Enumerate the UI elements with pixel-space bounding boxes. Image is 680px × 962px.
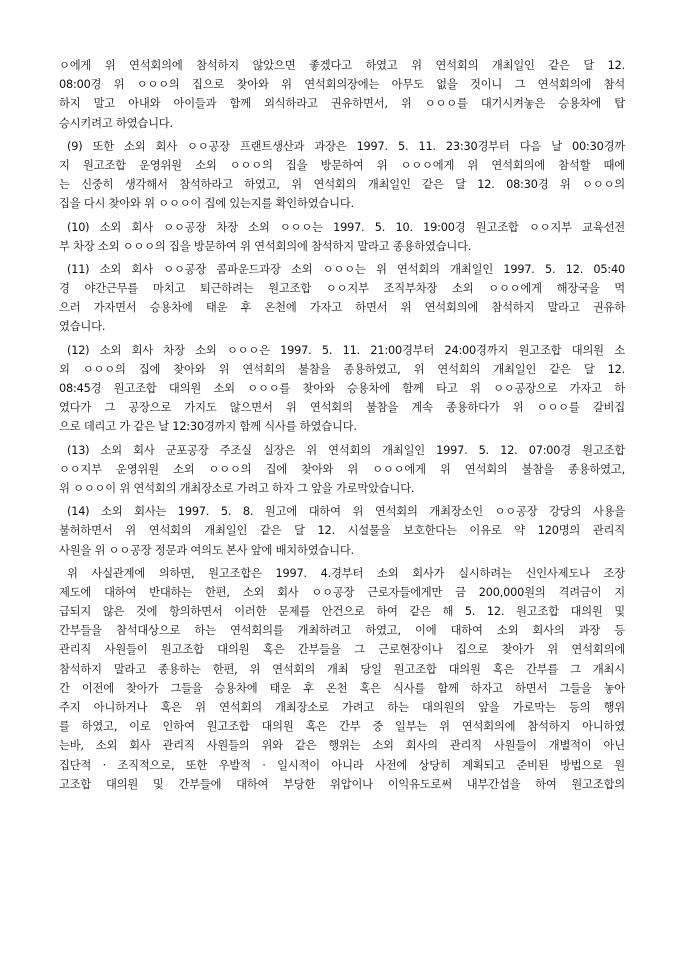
text-line: (11) 소외 회사 ㅇㅇ공장 콤파운드과장 소외 ㅇㅇㅇ는 위 연석회의 개최일인 1997. 5. 12. 05:40 bbox=[67, 262, 625, 276]
text-line: 08:45경 원고조합 대의원 소외 ㅇㅇㅇ를 찾아와 승용차에 함께 타고 위 ㅇㅇ공장으로 가자고 하 bbox=[59, 382, 625, 395]
text-line: 는바, 소외 회사 관리직 사원들의 위와 같은 행위는 소외 회사의 관리직 사원들이 개별적이 아닌 bbox=[59, 739, 625, 753]
text-line: 승시키려고 하였습니다. bbox=[59, 116, 173, 130]
paragraph-item-11 bbox=[59, 260, 625, 337]
text-line: 위 사실관계에 의하면, 원고조합은 1997. 4.경부터 소외 회사가 실시하려는 신인사제도나 조장 bbox=[67, 566, 625, 580]
text-line: 외 ㅇㅇㅇ의 집에 찾아와 위 연석회의 불참을 종용하였고, 위 연석회의 개최일인 같은 달 12. bbox=[59, 362, 625, 376]
paragraph-item-9 bbox=[59, 137, 625, 214]
text-line: 간 이전에 찾아가 그들을 승용차에 태운 후 온천 혹은 식사를 함께 하자고 하면서 그들을 놓아 bbox=[59, 681, 625, 695]
text-line: 였다가 그 공장으로 가지도 않으면서 위 연석회의 불참을 계속 종용하다가 위 ㅇㅇㅇ를 갈비집 bbox=[59, 401, 625, 415]
text-line: ㅇ에게 위 연석회의에 참석하지 않았으면 좋겠다고 하였고 위 연석회의 개최일인 같은 달 12. bbox=[59, 59, 625, 72]
text-line: 간부들을 참석대상으로 하는 연석회의를 개최하려고 하였고, 이에 대하여 소외 회사의 과장 등 bbox=[59, 624, 625, 638]
paragraph-item-13 bbox=[59, 441, 625, 499]
text-line: 였습니다. bbox=[59, 320, 106, 334]
text-line: 관리직 사원들이 원고조합 대의원 혹은 간부들을 그 근로현장이나 집으로 찾아가 위 연석회의에 bbox=[59, 643, 625, 657]
text-line: 지 원고조합 운영위원 소외 ㅇㅇㅇ의 집을 방문하여 위 ㅇㅇㅇ에게 위 연석회의에 참석할 때에 bbox=[59, 158, 625, 172]
paragraph-item-12 bbox=[59, 341, 625, 437]
text-line: 하지 말고 아내와 아이들과 함께 외식하라고 권유하면서, 위 ㅇㅇㅇ를 대기시켜놓은 승용차에 탑 bbox=[59, 97, 625, 111]
text-line: 경 야간근무를 마치고 퇴근하려는 원고조합 ㅇㅇ지부 조직부차장 소외 ㅇㅇㅇ에게 해장국을 먹 bbox=[59, 282, 625, 296]
text-line: 부 차장 소외 ㅇㅇㅇ의 집을 방문하여 위 연석회의에 참석하지 말라고 종용하였습니다. bbox=[59, 239, 472, 253]
text-line: ㅇㅇ지부 운영위원 소외 ㅇㅇㅇ의 집에 찾아와 위 ㅇㅇㅇ에게 위 연석회의 불참을 종용하였고, bbox=[59, 462, 625, 476]
text-line: 참석하지 말라고 종용하는 한편, 위 연석회의 개최 당일 원고조합 대의원 혹은 간부를 그 개최시 bbox=[59, 662, 625, 676]
text-line: (13) 소외 회사 군포공장 주조실 실장은 위 연석회의 개최일인 1997. 5. 12. 07:00경 원고조합 bbox=[67, 443, 625, 457]
text-line: (12) 소외 회사 차장 소외 ㅇㅇㅇ은 1997. 5. 11. 21:00경부터 24:00경까지 원고조합 대의원 소 bbox=[67, 343, 625, 357]
text-line: (14) 소외 회사는 1997. 5. 8. 원고에 대하여 위 연석회의 개최장소인 ㅇㅇ공장 강당의 사용을 bbox=[67, 505, 625, 519]
text-line: 는 신중히 생각해서 참석하라고 하였고, 위 연석회의 개최일인 같은 달 12. 08:30경 위 ㅇㅇㅇ의 bbox=[59, 178, 625, 192]
text-line: 고조합 대의원 및 간부들에 대하여 부당한 위압이나 이익유도로써 내부간섭을 하여 원고조합의 bbox=[59, 777, 625, 791]
text-line: 주지 아니하거나 혹은 위 연석회의 개최장소로 가려고 하는 대의원의 앞을 가로막는 등의 행위 bbox=[59, 701, 625, 714]
text-line: 집을 다시 찾아와 위 ㅇㅇㅇ이 집에 있는지를 확인하였습니다. bbox=[59, 197, 354, 211]
text-line: 집단적 · 조직적으로, 또한 우발적 · 일시적이 아니라 사전에 상당히 계획되고 준비된 방법으로 원 bbox=[59, 758, 625, 772]
text-line: 를 하였고, 이로 인하여 원고조합 대의원 혹은 간부 중 일부는 위 연석회의에 참석하지 아니하였 bbox=[59, 720, 625, 734]
text-line: 으로 데리고 가 같은 날 12:30경까지 함께 식사를 하였습니다. bbox=[59, 420, 357, 434]
document-page bbox=[59, 56, 625, 798]
text-line: 불허하면서 위 연석회의 개최일인 같은 달 12. 시설물을 보호한다는 이유로 약 120명의 관리직 bbox=[59, 524, 625, 538]
paragraph-conclusion bbox=[59, 564, 625, 794]
text-line: 급되지 않은 것에 항의하면서 이러한 문제를 안건으로 하여 같은 해 5. 12. 원고조합 대의원 및 bbox=[59, 605, 625, 619]
text-line: 사원을 위 ㅇㅇ공장 정문과 여의도 본사 앞에 배치하였습니다. bbox=[59, 543, 354, 557]
text-line: (10) 소외 회사 ㅇㅇ공장 차장 소외 ㅇㅇㅇ는 1997. 5. 10. 19:00경 원고조합 ㅇㅇ지부 교육선전 bbox=[67, 220, 625, 234]
text-line: 제도에 대하여 반대하는 한편, 소외 회사 ㅇㅇ공장 근로자들에게만 금 200,000원의 격려금이 지 bbox=[59, 585, 625, 599]
paragraph-item-10 bbox=[59, 218, 625, 256]
text-line: 위 ㅇㅇㅇ이 위 연석회의 개최장소로 가려고 하자 그 앞을 가로막았습니다. bbox=[59, 481, 415, 495]
paragraph-item-14 bbox=[59, 502, 625, 560]
text-line: 08:00경 위 ㅇㅇㅇ의 집으로 찾아와 위 연석회의장에는 아무도 없을 것이니 그 연석회의에 참석 bbox=[59, 78, 625, 92]
paragraph-continuation bbox=[59, 56, 625, 133]
text-line: (9) 또한 소외 회사 ㅇㅇ공장 프랜트생산과 과장은 1997. 5. 11. 23:30경부터 다음 날 00:30경까 bbox=[67, 139, 625, 153]
text-line: 으러 가자면서 승용차에 태운 후 온천에 가자고 하면서 위 연석회의에 참석하지 말라고 권유하 bbox=[59, 301, 625, 315]
